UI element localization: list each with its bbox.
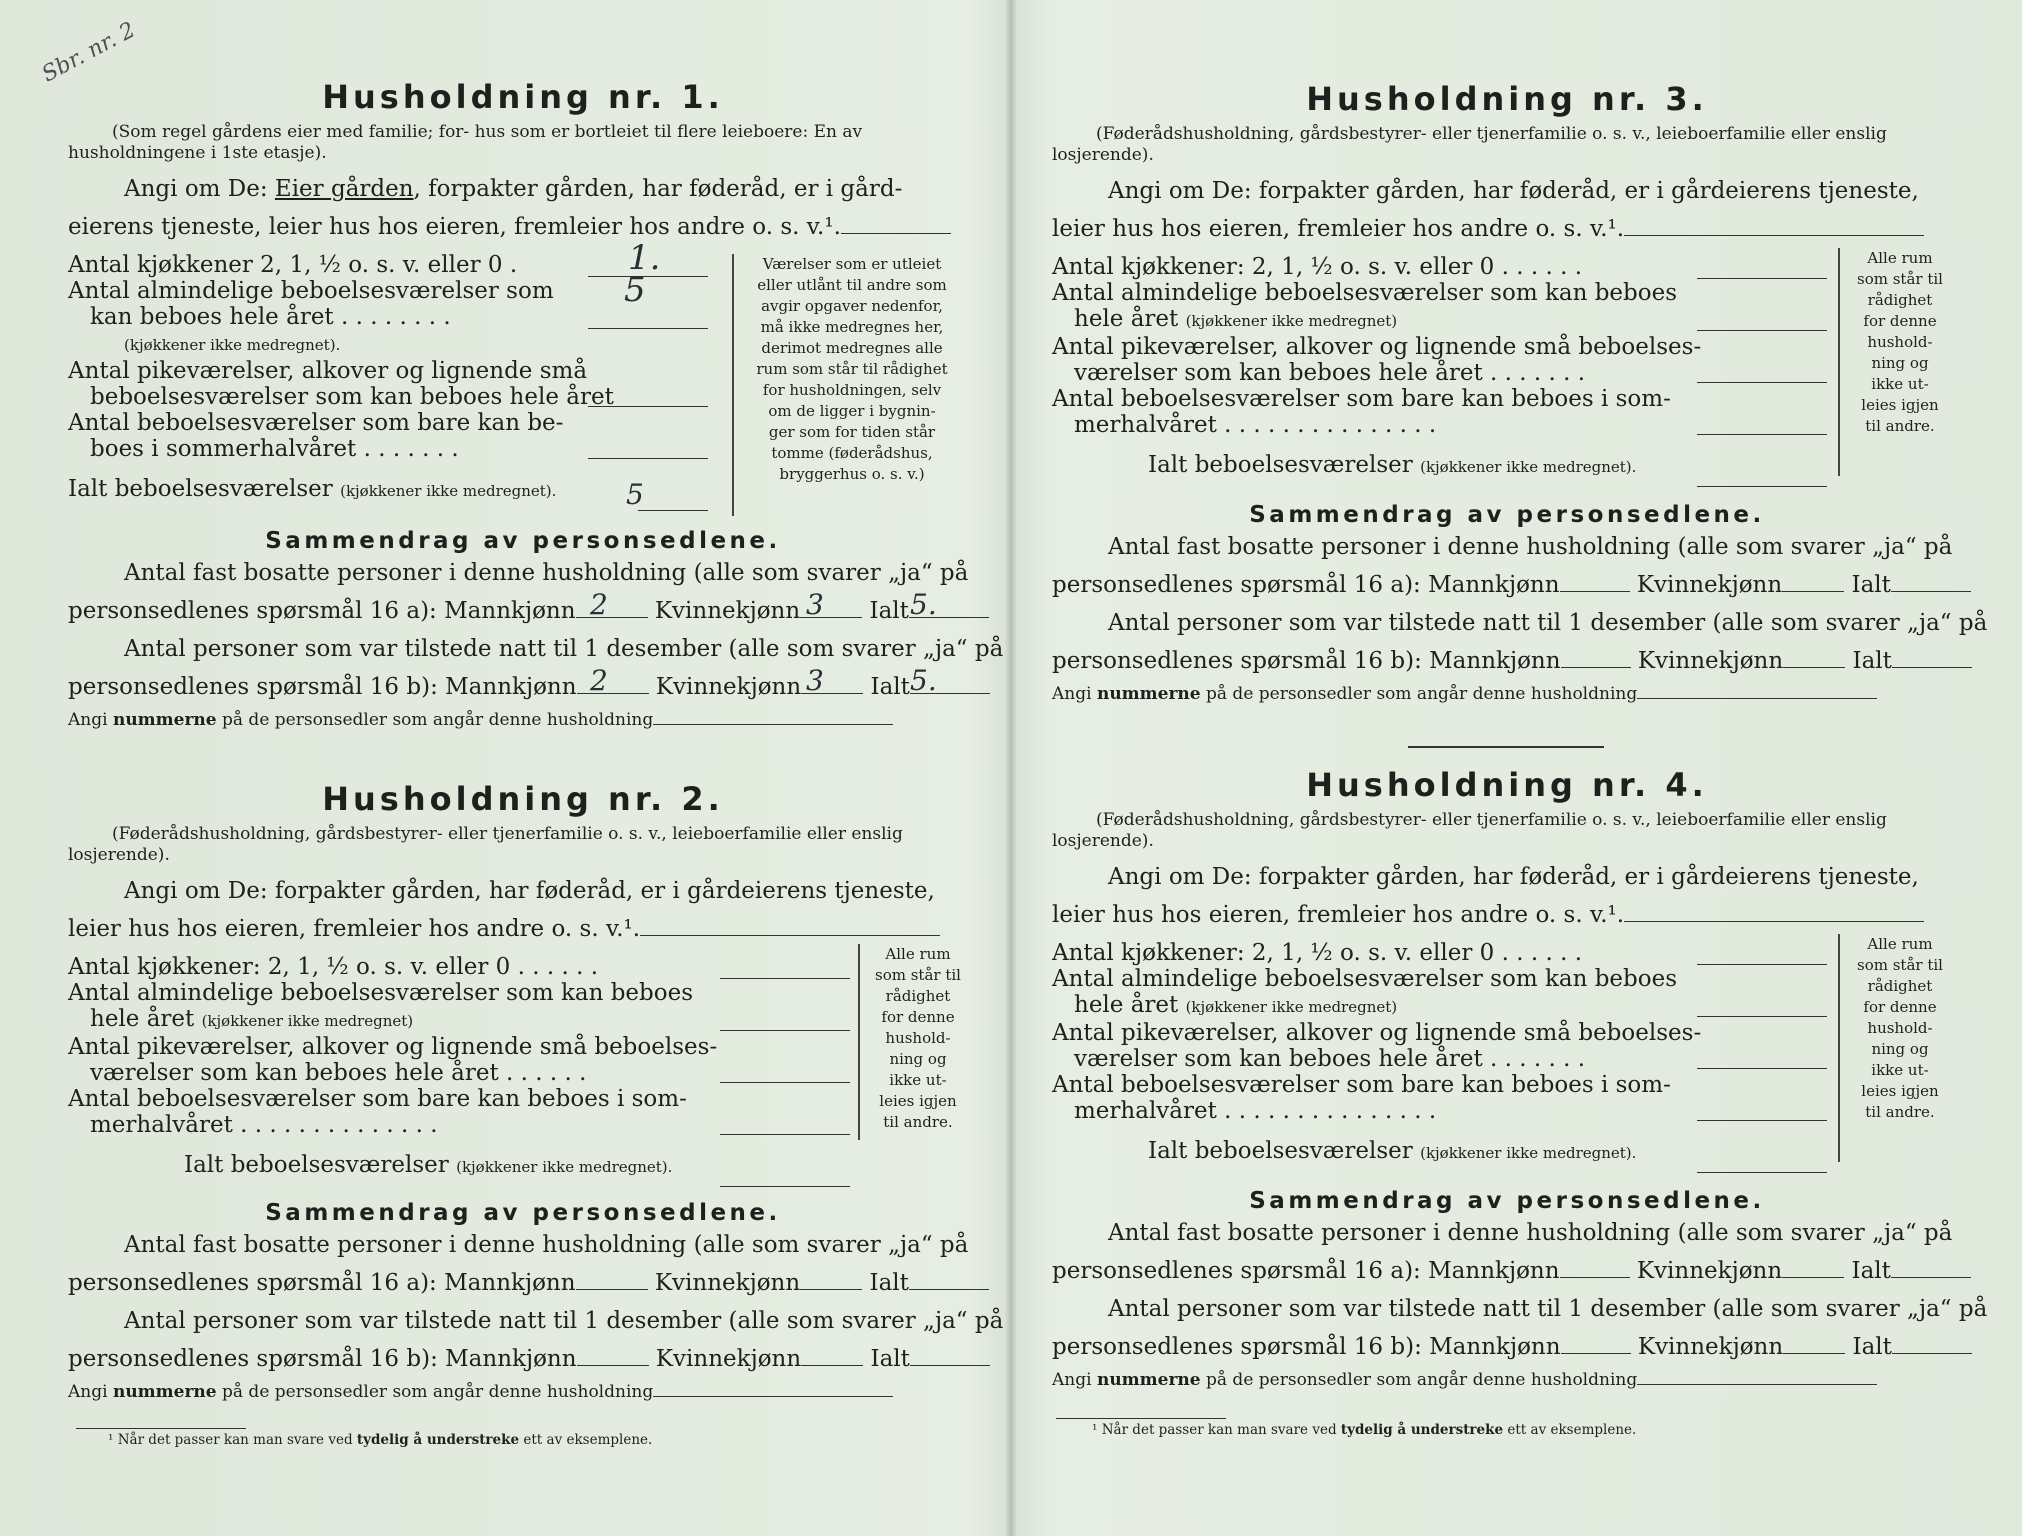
household-3-summary-title: Sammendrag av personsedlene. [1249,502,1765,528]
hw-total-16b: 5. [910,664,937,697]
household-1-rooms [68,238,708,511]
summer-rooms-row: Antal beboelsesværelser som bare kan beboes i som- [68,1086,687,1112]
summer-rooms-row-cont: merhalvåret . . . . . . . . . . . . . . . [1074,1098,1437,1124]
rooms-row: Antal almindelige beboelsesværelser som [68,278,554,304]
household-4-brace-note [1838,934,1952,1162]
brace-note-line: for husholdningen, selv [762,381,942,399]
household-3-angi-nummerne: Angi nummerne på de personsedler som angår denne husholdning [1052,684,1962,704]
household-2-intro: (Føderådshusholdning, gårdsbestyrer- eller tjenerfamilie o. s. v., leieboerfamilie eller enslig losjerende). [68,824,903,865]
kitchens-row: Antal kjøkkener 2, 1, ½ o. s. v. eller 0 . [68,252,518,278]
summary-16a-values: personsedlenes spørsmål 16 a): Mannkjønn Kvinnekjønn Ialt [1052,1252,1962,1290]
brace-note-line: bryggerhus o. s. v.) [779,465,925,483]
brace-note-line: hushold- [1867,1019,1933,1037]
brace-note-line: for denne [1863,312,1937,330]
household-3-intro: (Føderådshusholdning, gårdsbestyrer- eller tjenerfamilie o. s. v., leieboerfamilie eller enslig losjerende). [1052,124,1887,165]
summer-rooms-row: Antal beboelsesværelser som bare kan be- [68,410,564,436]
angi-answer: Eier gården [274,176,414,202]
brace-note-line: rådighet [1867,291,1933,309]
brace-note-line: for denne [1863,998,1937,1016]
household-2-brace-note [858,944,968,1140]
ialt-note: (kjøkkener ikke medregnet). [1420,1144,1637,1162]
left-page [68,0,1004,1536]
household-4-title: Husholdning nr. 4. [1306,766,1708,804]
maid-rooms-row-cont: værelser som kan beboes hele året . . . . . . . [1074,360,1586,386]
summary-16b-values: personsedlenes spørsmål 16 b): Mannkjønn Kvinnekjønn Ialt [68,1340,978,1378]
household-1-intro: (Som regel gårdens eier med familie; for- hus som er bortleiet til flere leieboere: En av husholdningene i 1ste etasje). [68,122,863,163]
brace-note-line: må ikke medregnes her, [760,318,944,336]
brace-note-line: for denne [881,1008,955,1026]
pencil-note: Sbr. nr. 2 [38,17,140,88]
brace-note-line: om de ligger i bygnin- [768,402,936,420]
brace-note-line: hushold- [885,1029,951,1047]
rooms-note: (kjøkkener ikke medregnet). [124,336,341,354]
maid-rooms-row: Antal pikeværelser, alkover og lignende små beboelses- [68,1034,718,1060]
summary-16a-text: Antal fast bosatte personer i denne husholdning (alle som svarer „ja“ på [1108,534,1953,560]
summer-rooms-row: Antal beboelsesværelser som bare kan beboes i som- [1052,386,1671,412]
household-2 [68,780,1004,1402]
household-2-summary-title: Sammendrag av personsedlene. [265,1200,781,1226]
maid-rooms-row: Antal pikeværelser, alkover og lignende små [68,358,588,384]
ialt-note: (kjøkkener ikke medregnet). [340,482,557,500]
brace-note-line: ikke ut- [1871,375,1929,393]
ialt-note: (kjøkkener ikke medregnet). [1420,458,1637,476]
household-4-intro: (Føderådshusholdning, gårdsbestyrer- eller tjenerfamilie o. s. v., leieboerfamilie eller enslig losjerende). [1052,810,1887,851]
brace-note-line: rum som står til rådighet [756,360,948,378]
summer-rooms-row: Antal beboelsesværelser som bare kan beboes i som- [1052,1072,1671,1098]
brace-note-line: ikke ut- [889,1071,947,1089]
ialt-label: Ialt beboelsesværelser [68,476,333,502]
brace-note-line: tomme (føderådshus, [771,444,933,462]
household-1-angi-2: eierens tjeneste, leier hus hos eieren, fremleier hos andre o. s. v.¹. [68,208,978,246]
brace-note-line: som står til [875,966,961,984]
household-3-angi: Angi om De: forpakter gården, har føderåd, er i gårdeierens tjeneste, [1108,178,1919,204]
brace-note-line: ikke ut- [1871,1061,1929,1079]
ialt-label: Ialt beboelsesværelser [1148,1138,1413,1164]
ialt-label: Ialt beboelsesværelser [184,1152,449,1178]
hw-male-16a: 2 [590,588,608,621]
summary-16a-text: Antal fast bosatte personer i denne husholdning (alle som svarer „ja“ på [124,1232,969,1258]
footnote-right: ¹ Når det passer kan man svare ved tydelig å understreke ett av eksemplene. [1092,1422,1637,1438]
brace-note-line: rådighet [885,987,951,1005]
hw-female-16a: 3 [806,588,824,621]
summer-rooms-row-cont: merhalvåret . . . . . . . . . . . . . . [90,1112,438,1138]
summary-16b-text: Antal personer som var tilstede natt til 1 desember (alle som svarer „ja“ på [1108,610,1988,636]
maid-rooms-row-cont: værelser som kan beboes hele året . . . . . . . [1074,1046,1586,1072]
household-3-rooms: Antal kjøkkener: 2, 1, ½ o. s. v. eller 0 . . . . . . Antal almindelige beboelsesværelser som kan beboes hele året (kjøkkener ikke medregnet) Antal pikeværelser, alkover og lignende små beboelses- værelser som kan beboes hele året . . . . . . . Antal beboelsesværelser som bare kan beboes i som- merhalvåret . . . . . . . . . . . . . . . Ialt beboelsesværelser (kjøkkener ikke medregnet). [1052,254,1827,480]
summary-16b-values: personsedlenes spørsmål 16 b): Mannkjønn Kvinnekjønn Ialt 2 3 5. [68,668,978,706]
household-2-title: Husholdning nr. 2. [322,780,724,818]
household-4-rooms: Antal kjøkkener: 2, 1, ½ o. s. v. eller 0 . . . . . . Antal almindelige beboelsesværelser som kan beboes hele året (kjøkkener ikke medregnet) Antal pikeværelser, alkover og lignende små beboelses- værelser som kan beboes hele året . . . . . . . Antal beboelsesværelser som bare kan beboes i som- merhalvåret . . . . . . . . . . . . . . . Ialt beboelsesværelser (kjøkkener ikke medregnet). [1052,940,1827,1166]
brace-note-line: til andre. [1865,417,1935,435]
summary-16b-values: personsedlenes spørsmål 16 b): Mannkjønn Kvinnekjønn Ialt [1052,1328,1962,1366]
maid-rooms-row: Antal pikeværelser, alkover og lignende små beboelses- [1052,1020,1702,1046]
brace-note-line: leies igjen [1861,396,1939,414]
rooms-row-cont: kan beboes hele året . . . . . . . . [90,304,451,330]
household-1-summary-title: Sammendrag av personsedlene. [265,528,781,554]
brace-note-line: rådighet [1867,977,1933,995]
brace-note-line: avgir opgaver nedenfor, [761,297,943,315]
household-1-angi: Angi om De: Eier gården, forpakter gården, har føderåd, er i gård- [124,176,903,202]
rooms-row: Antal almindelige beboelsesværelser som kan beboes [1052,966,1678,992]
footnote-left: ¹ Når det passer kan man svare ved tydelig å understreke ett av eksemplene. [108,1432,653,1448]
hw-total-16a: 5. [910,588,937,621]
rooms-row: Antal almindelige beboelsesværelser som kan beboes [68,980,694,1006]
household-2-angi-2: leier hus hos eieren, fremleier hos andre o. s. v.¹. [68,910,978,948]
summary-16a-text: Antal fast bosatte personer i denne husholdning (alle som svarer „ja“ på [124,560,969,586]
ialt-note: (kjøkkener ikke medregnet). [456,1158,673,1176]
brace-note-line: leies igjen [1861,1082,1939,1100]
brace-note-line: ning og [1871,354,1929,372]
household-1-title: Husholdning nr. 1. [322,78,724,116]
household-4-summary-title: Sammendrag av personsedlene. [1249,1188,1765,1214]
household-1 [68,78,1004,730]
brace-note-line: Alle rum [1867,935,1933,953]
household-4-angi-nummerne: Angi nummerne på de personsedler som angår denne husholdning [1052,1370,1962,1390]
hw-female-16b: 3 [806,664,824,697]
household-3-title: Husholdning nr. 3. [1306,80,1708,118]
brace-note-line: ning og [1871,1040,1929,1058]
brace-note-line: Alle rum [1867,249,1933,267]
summer-rooms-row-cont: boes i sommerhalvåret . . . . . . . [90,436,459,462]
kitchens-row: Antal kjøkkener: 2, 1, ½ o. s. v. eller 0 . . . . . . [1052,254,1583,280]
household-3-angi-2: leier hus hos eieren, fremleier hos andre o. s. v.¹. [1052,210,1962,248]
household-4 [1052,766,1988,1390]
summary-16b-text: Antal personer som var tilstede natt til 1 desember (alle som svarer „ja“ på [124,636,1004,662]
brace-note-line: til andre. [1865,1103,1935,1121]
brace-note-line: hushold- [1867,333,1933,351]
brace-note-line: eller utlånt til andre som [757,276,947,294]
summer-rooms-row-cont: merhalvåret . . . . . . . . . . . . . . . [1074,412,1437,438]
maid-rooms-row: Antal pikeværelser, alkover og lignende små beboelses- [1052,334,1702,360]
brace-note-line: Alle rum [885,945,951,963]
summary-16a-values: personsedlenes spørsmål 16 a): Mannkjønn Kvinnekjønn Ialt 2 3 5. [68,592,978,630]
hw-kitchens: 1. [628,238,661,278]
maid-rooms-row-cont: værelser som kan beboes hele året . . . . . . [90,1060,587,1086]
summary-16a-values: personsedlenes spørsmål 16 a): Mannkjønn Kvinnekjønn Ialt [68,1264,978,1302]
household-2-angi-nummerne: Angi nummerne på de personsedler som angår denne husholdning [68,1382,978,1402]
summary-16a-values: personsedlenes spørsmål 16 a): Mannkjønn Kvinnekjønn Ialt [1052,566,1962,604]
household-4-angi: Angi om De: forpakter gården, har føderåd, er i gårdeierens tjeneste, [1108,864,1919,890]
hw-rooms: 5 [624,270,646,310]
brace-note-line: ning og [889,1050,947,1068]
brace-note-line: derimot medregnes alle [761,339,943,357]
brace-note-line: leies igjen [879,1092,957,1110]
kitchens-row: Antal kjøkkener: 2, 1, ½ o. s. v. eller 0 . . . . . . [1052,940,1583,966]
brace-note-line: som står til [1857,956,1943,974]
brace-note-line: ger som for tiden står [768,423,936,441]
summary-16b-text: Antal personer som var tilstede natt til 1 desember (alle som svarer „ja“ på [1108,1296,1988,1322]
summary-16a-text: Antal fast bosatte personer i denne husholdning (alle som svarer „ja“ på [1108,1220,1953,1246]
kitchens-row: Antal kjøkkener: 2, 1, ½ o. s. v. eller 0 . . . . . . [68,954,599,980]
right-page [1052,0,1988,1536]
summary-16b-values: personsedlenes spørsmål 16 b): Mannkjønn Kvinnekjønn Ialt [1052,642,1962,680]
hw-male-16b: 2 [590,664,608,697]
household-3-brace-note [1838,248,1952,476]
summary-16b-text: Antal personer som var tilstede natt til 1 desember (alle som svarer „ja“ på [124,1308,1004,1334]
ialt-label: Ialt beboelsesværelser [1148,452,1413,478]
household-3 [1052,80,1988,704]
brace-note-line: til andre. [883,1113,953,1131]
household-2-rooms: Antal kjøkkener: 2, 1, ½ o. s. v. eller 0 . . . . . . Antal almindelige beboelsesværelser som kan beboes hele året (kjøkkener ikke medregnet) Antal pikeværelser, alkover og lignende små beboelses- værelser som kan beboes hele året . . . . . . Antal beboelsesværelser som bare kan beboes i som- merhalvåret . . . . . . . . . . . . . . Ialt beboelsesværelser (kjøkkener ikke medregnet). [68,954,850,1180]
page-fold [1005,0,1017,1536]
rooms-row: Antal almindelige beboelsesværelser som kan beboes [1052,280,1678,306]
brace-note-line: Værelser som er utleiet [762,255,942,273]
household-1-brace-note [732,254,962,516]
household-4-angi-2: leier hus hos eieren, fremleier hos andre o. s. v.¹. [1052,896,1962,934]
household-2-angi: Angi om De: forpakter gården, har føderåd, er i gårdeierens tjeneste, [124,878,935,904]
hw-ialt: 5 [626,478,644,511]
maid-rooms-row-cont: beboelsesværelser som kan beboes hele året [90,384,614,410]
household-1-angi-nummerne: Angi nummerne på de personsedler som angår denne husholdning [68,710,978,730]
brace-note-line: som står til [1857,270,1943,288]
